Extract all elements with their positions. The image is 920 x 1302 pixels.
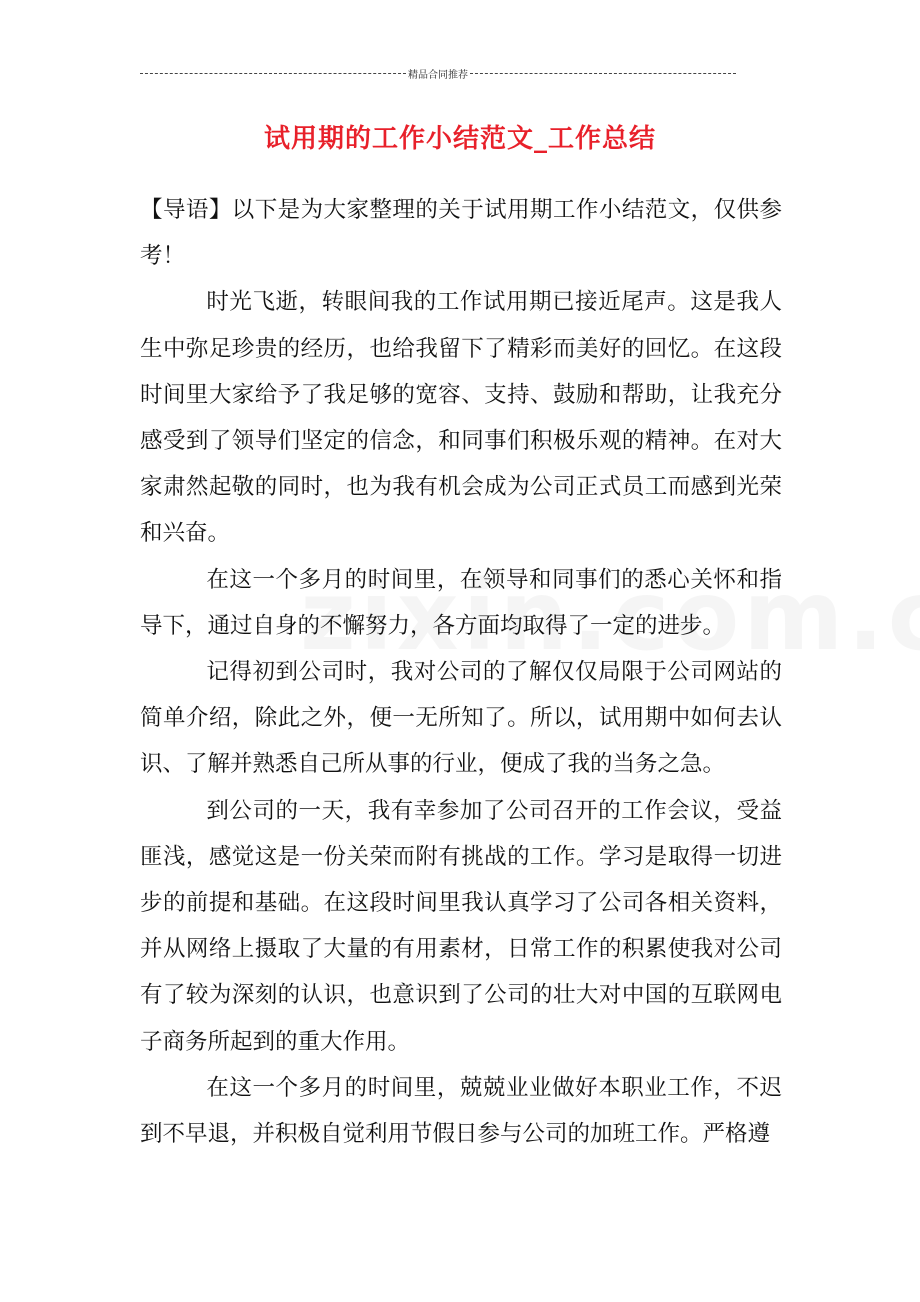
header-label: 精品合同推荐 xyxy=(408,70,468,81)
page-header xyxy=(140,66,736,81)
header-dash-right xyxy=(470,73,736,74)
body-paragraph-1: 时光飞逝，转眼间我的工作试用期已接近尾声。这是我人生中弥足珍贵的经历，也给我留下了精彩而美好的回忆。在这段时间里大家给予了我足够的宽容、支持、鼓励和帮助，让我充分感受到了领导们坚定的信念，和同事们积极乐观的精神。在对大家肃然起敬的同时，也为我有机会成为公司正式员工而感到光荣和兴奋。 xyxy=(140,289,782,547)
body-paragraph-2: 在这一个多月的时间里，在领导和同事们的悉心关怀和指导下，通过自身的不懈努力，各方面均取得了一定的进步。 xyxy=(140,566,782,639)
document-body xyxy=(140,187,782,1157)
header-dash-left xyxy=(140,73,406,74)
body-paragraph-3: 记得初到公司时，我对公司的了解仅仅局限于公司网站的简单介绍，除此之外，便一无所知了。所以，试用期中如何去认识、了解并熟悉自己所从事的行业，便成了我的当务之急。 xyxy=(140,659,782,778)
intro-paragraph: 【导语】以下是为大家整理的关于试用期工作小结范文，仅供参考！ xyxy=(140,197,782,270)
body-paragraph-4: 到公司的一天，我有幸参加了公司召开的工作会议，受益匪浅，感觉这是一份关荣而附有挑战的工作。学习是取得一切进步的前提和基础。在这段时间里我认真学习了公司各相关资料，并从网络上摄取了大量的有用素材，日常工作的积累使我对公司有了较为深刻的认识，也意识到了公司的壮大对中国的互联网电子商务所起到的重大作用。 xyxy=(140,797,782,1055)
body-paragraph-5: 在这一个多月的时间里，兢兢业业做好本职业工作，不迟到不早退，并积极自觉利用节假日参与公司的加班工作。严格遵 xyxy=(140,1074,782,1148)
document-title: 试用期的工作小结范文_工作总结 xyxy=(263,124,656,154)
